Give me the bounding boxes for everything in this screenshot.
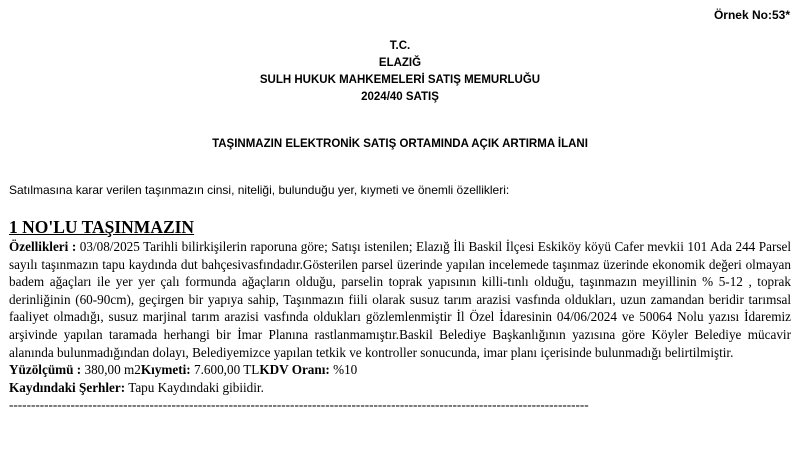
area-label: Yüzölçümü :	[9, 362, 82, 378]
annotations-label: Kaydındaki Şerhler:	[9, 379, 126, 395]
features-text: 03/08/2025 Tarihli bilirkişilerin raporuna göre; Satışı istenilen; Elazığ İli Baskil İlçesi Eskiköy köyü Cafer mevkii 101 Ada 244 Parsel sayılı taşınmazın tapu kaydında dut bahçesivasfındadır.Gösterilen parsel üzerinde yapılan incelemede taşınmaz üzerinde ekonomik değeri olmayan badem ağaçları ile yer yer çalı formunda ağaçların olduğu, parselin toprak yapısının killi-tınlı olduğu, taşınmazın meyillinin % 5-12 , toprak derinliğinin (60-90cm), geçirgen bir yapıya sahip, Taşınmazın fiili olarak susuz tarım arazisi vasfında oldukları, uzun zamandan beridir tarımsal faaliyet olmadığı, susuz marjinal tarım arazisi vasfında oldukları gözlemlenmiştir İl Özel İdaresinin 04/06/2024 ve 50064 Nolu yazısı İdaremiz arşivinde yapılan taramada herhangi bir İmar Planına rastlanmamıştır.Baskil Belediye Başkanlığının yazısına göre Köyler Belediye mücavir alanında bulunmadığından dolayı, Belediyemizce yapılan tetkik ve kontroller sonucunda, imar planı içerisinde bulunmadığı belirtilmiştir.	[9, 239, 792, 360]
header-line-office: SULH HUKUK MAHKEMELERİ SATIŞ MEMURLUĞU	[259, 74, 541, 86]
document-header	[0, 38, 800, 106]
header-line-city: ELAZIĞ	[378, 57, 422, 69]
annotations-value: Tapu Kaydındaki gibiidir.	[125, 379, 264, 395]
vat-value: %10	[329, 362, 358, 378]
header-line-case: 2024/40 SATIŞ	[361, 91, 439, 103]
vat-label: KDV Oranı:	[259, 362, 330, 378]
sample-number: Örnek No:53*	[713, 8, 790, 22]
header-line-tc: T.C.	[389, 40, 411, 52]
intro-text: Satılmasına karar verilen taşınmazın cinsi, niteliği, bulunduğu yer, kıymeti ve önemli özellikleri:	[9, 183, 510, 197]
value-amount: 7.600,00 TL	[190, 362, 260, 378]
area-value: 380,00 m2	[81, 362, 141, 378]
parcel-section	[9, 216, 791, 414]
value-label: Kıymeti:	[140, 362, 191, 378]
announcement-title: TAŞINMAZIN ELEKTRONİK SATIŞ ORTAMINDA AÇIK ARTIRMA İLANI	[212, 138, 588, 150]
parcel-annotations	[9, 379, 791, 397]
parcel-description	[9, 238, 791, 361]
features-label: Özellikleri :	[9, 239, 77, 254]
parcel-values	[9, 361, 791, 379]
separator-line: ------------------------------------------------------------------------------------------------------------------------------------	[9, 397, 589, 413]
parcel-title: 1 NO'LU TAŞINMAZIN	[9, 217, 195, 237]
